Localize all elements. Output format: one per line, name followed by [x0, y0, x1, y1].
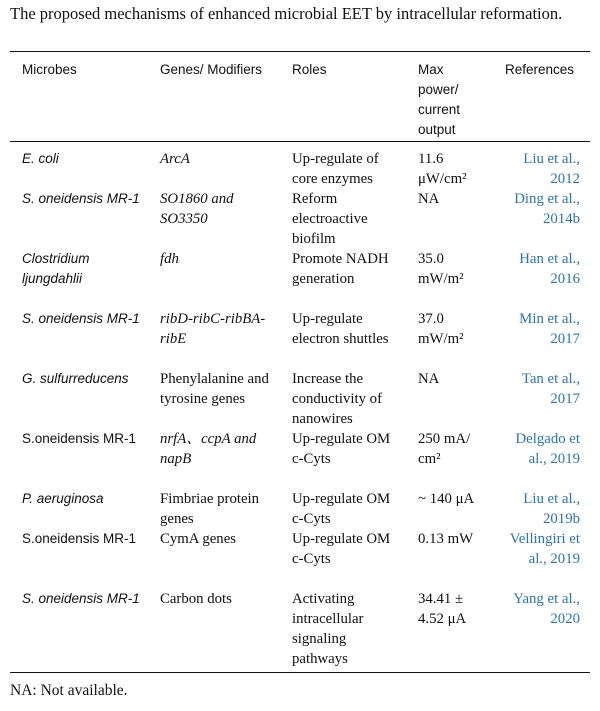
cell-role: Up-regulate OM c-Cyts [292, 531, 391, 567]
header-output: Max power/ current output [418, 62, 461, 137]
cell-output: ~ 140 μA [418, 491, 475, 507]
cell-genes: nrfA、ccpA and napB [160, 431, 257, 467]
cell-genes: ribD-ribC-ribBA-ribE [160, 311, 266, 347]
cell-reference-link[interactable]: Vellingiri et al., 2019 [509, 531, 580, 567]
cell-reference-link[interactable]: Min et al., 2017 [519, 311, 580, 347]
cell-microbe: P. aeruginosa [22, 491, 104, 506]
cell-role: Increase the conductivity of nanowires [292, 371, 382, 427]
cell-genes: CymA genes [160, 531, 237, 547]
cell-role: Promote NADH generation [292, 251, 389, 287]
header-genes: Genes/ Modifiers [160, 62, 263, 77]
cell-genes: SO1860 and SO3350 [160, 191, 234, 227]
cell-role: Up-regulate of core enzymes [292, 151, 379, 187]
cell-genes: fdh [160, 251, 179, 267]
cell-reference-link[interactable]: Liu et al., 2012 [523, 151, 580, 187]
cell-reference-link[interactable]: Liu et al., 2019b [523, 491, 580, 527]
cell-output: 37.0 mW/m² [418, 311, 464, 347]
cell-genes: Fimbriae protein genes [160, 491, 260, 527]
cell-genes: Carbon dots [160, 591, 232, 607]
cell-role: Up-regulate electron shuttles [292, 311, 389, 347]
header-microbes: Microbes [22, 62, 77, 77]
cell-role: Up-regulate OM c-Cyts [292, 431, 391, 467]
table-caption: The proposed mechanisms of enhanced microbial EET by intracellular reformation. [10, 4, 563, 23]
table-footnote: NA: Not available. [10, 682, 128, 699]
cell-reference-link[interactable]: Han et al., 2016 [519, 251, 580, 287]
cell-microbe: S. oneidensis MR-1 [22, 191, 140, 206]
cell-reference-link[interactable]: Ding et al., 2014b [514, 191, 580, 227]
cell-microbe: Clostridium ljungdahlii [22, 251, 90, 286]
table-top-rule [10, 51, 590, 52]
cell-reference-link[interactable]: Yang et al., 2020 [513, 591, 580, 627]
cell-output: NA [418, 371, 440, 387]
cell-output: 250 mA/ cm² [418, 431, 471, 467]
cell-microbe: S. oneidensis MR-1 [22, 311, 140, 326]
cell-genes: ArcA [160, 151, 190, 167]
table-bottom-rule [10, 672, 590, 673]
cell-genes: Phenylalanine and tyrosine genes [160, 371, 269, 407]
cell-microbe: S. oneidensis MR-1 [22, 591, 140, 606]
header-roles: Roles [292, 62, 327, 77]
cell-role: Reform electroactive biofilm [292, 191, 368, 247]
cell-microbe: E. coli [22, 151, 59, 166]
cell-role: Up-regulate OM c-Cyts [292, 491, 391, 527]
cell-microbe: S.oneidensis MR-1 [22, 531, 137, 546]
cell-reference-link[interactable]: Tan et al., 2017 [521, 371, 580, 407]
cell-output: 0.13 mW [418, 531, 474, 547]
cell-output: NA [418, 191, 440, 207]
header-references: References [505, 62, 575, 77]
cell-microbe: G. sulfurreducens [22, 371, 129, 386]
cell-output: 34.41 ± 4.52 μA [418, 591, 467, 627]
cell-output: 35.0 mW/m² [418, 251, 464, 287]
cell-microbe: S.oneidensis MR-1 [22, 431, 137, 446]
table-header-rule [10, 141, 590, 142]
cell-role: Activating intracellular signaling pathways [292, 591, 364, 667]
cell-reference-link[interactable]: Delgado et al., 2019 [515, 431, 580, 467]
cell-output: 11.6 μW/cm² [418, 151, 467, 187]
